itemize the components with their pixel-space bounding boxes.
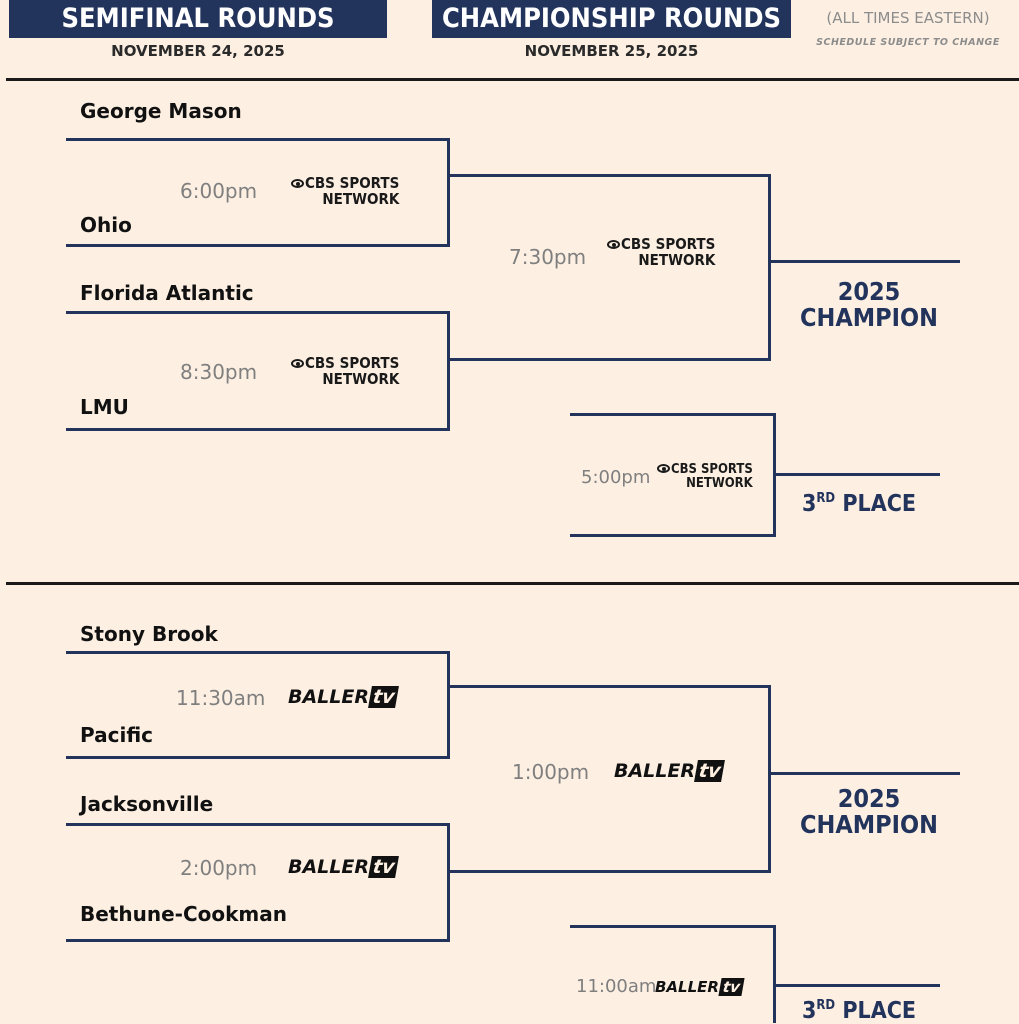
bracket-line (570, 413, 776, 416)
championship-rounds-header: CHAMPIONSHIP ROUNDS (432, 0, 791, 38)
game-time: 2:00pm (180, 856, 258, 880)
cbs-eye-icon (607, 240, 620, 249)
game-time: 8:30pm (180, 360, 258, 384)
divider-top (6, 78, 1019, 81)
bracket-line (768, 260, 960, 263)
cbs-eye-icon (291, 359, 304, 368)
semifinal-date: NOVEMBER 24, 2025 (111, 42, 285, 60)
bracket-line (447, 651, 450, 759)
bracket-line (66, 311, 450, 314)
bracket-line (447, 823, 450, 942)
game-time: 5:00pm (581, 467, 651, 488)
champion-label: 2025 CHAMPION (800, 277, 938, 332)
cbs-eye-icon (657, 464, 670, 473)
bracket-line (66, 651, 450, 654)
bracket-line (447, 174, 771, 177)
bracket-line (447, 358, 771, 361)
team-label: Pacific (80, 723, 154, 747)
cbs-sports-network-logo: CBS SPORTS NETWORK (607, 236, 715, 268)
game-time: 11:30am (176, 686, 266, 710)
schedule-subject-to-change-note: SCHEDULE SUBJECT TO CHANGE (816, 37, 1000, 48)
game-time: 11:00am (576, 976, 657, 997)
cbs-eye-icon (291, 179, 304, 188)
champion-label: 2025 CHAMPION (800, 784, 938, 839)
championship-date: NOVEMBER 25, 2025 (524, 42, 699, 60)
semifinal-rounds-header: SEMIFINAL ROUNDS (9, 0, 387, 38)
game-time: 7:30pm (509, 245, 587, 269)
bracket-line (768, 685, 771, 873)
ballertv-logo: BALLER tv (288, 856, 397, 878)
bracket-line (66, 138, 450, 141)
bracket-line (447, 311, 450, 431)
divider-middle (6, 582, 1019, 585)
third-place-label: 3RD PLACE (802, 998, 917, 1024)
bracket-line (773, 984, 940, 987)
team-label: Ohio (80, 213, 132, 237)
all-times-eastern-note: (ALL TIMES EASTERN) (826, 9, 990, 27)
bracket-line (570, 534, 776, 537)
bracket-line (66, 244, 450, 247)
game-time: 1:00pm (512, 760, 590, 784)
bracket-line (447, 870, 771, 873)
bracket-line (447, 138, 450, 247)
bracket-line (768, 772, 960, 775)
team-label: LMU (80, 395, 129, 419)
cbs-sports-network-logo: CBS SPORTS NETWORK (291, 355, 399, 387)
bracket-line (66, 823, 450, 826)
bracket-line (773, 925, 776, 1023)
ballertv-logo: BALLER tv (614, 760, 723, 782)
team-label: Jacksonville (80, 792, 214, 816)
bracket-line (66, 939, 450, 942)
bracket-line (773, 473, 940, 476)
game-time: 6:00pm (180, 179, 258, 203)
ballertv-logo: BALLER tv (655, 978, 743, 996)
team-label: Stony Brook (80, 622, 218, 646)
third-place-label: 3RD PLACE (802, 491, 917, 517)
cbs-sports-network-logo: CBS SPORTS NETWORK (291, 175, 399, 207)
ballertv-logo: BALLER tv (288, 686, 397, 708)
bracket-line (447, 685, 771, 688)
bracket-line (570, 925, 776, 928)
cbs-sports-network-logo: CBS SPORTS NETWORK (657, 463, 753, 491)
bracket-line (66, 428, 450, 431)
bracket-line (66, 756, 450, 759)
team-label: George Mason (80, 99, 242, 123)
team-label: Florida Atlantic (80, 281, 254, 305)
bracket-line (768, 174, 771, 361)
team-label: Bethune-Cookman (80, 902, 287, 926)
